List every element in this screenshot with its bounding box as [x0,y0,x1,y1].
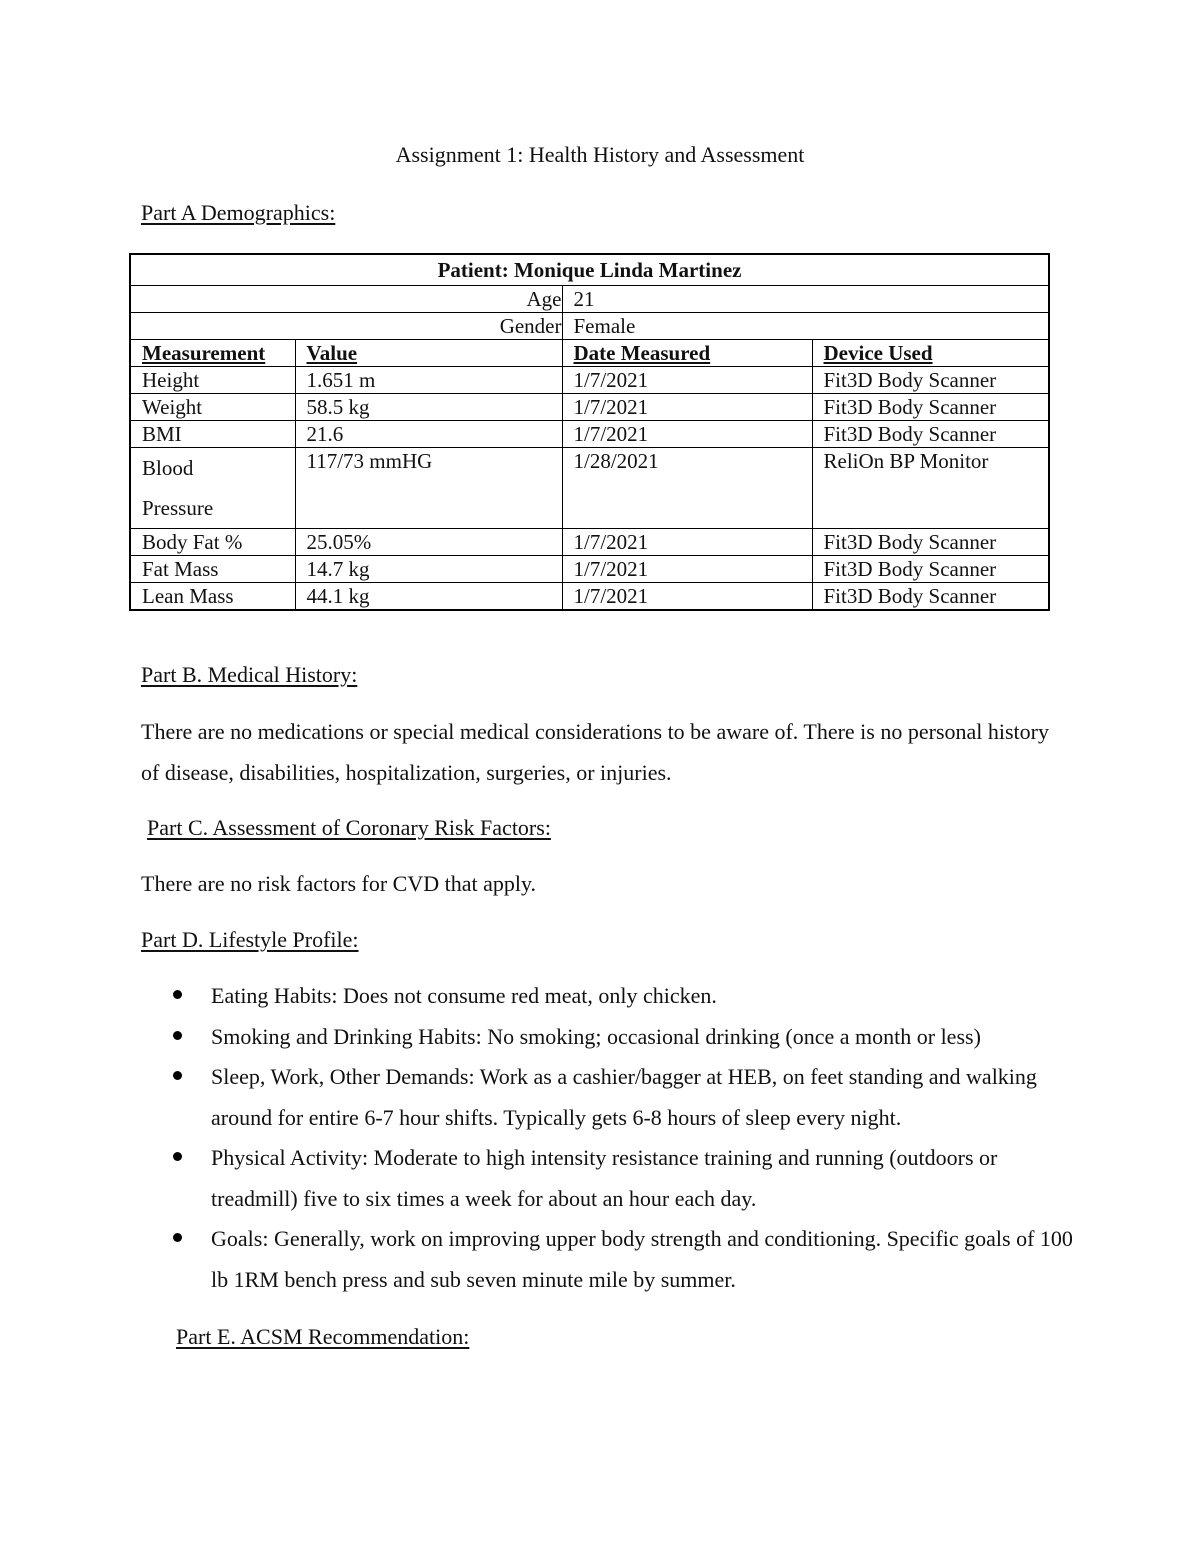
column-header-measurement: Measurement [130,340,295,367]
table-row [130,394,1049,421]
table-row [130,529,1049,556]
date-cell: 1/7/2021 [562,529,812,556]
value-cell: 117/73 mmHG [295,448,562,529]
table-row [130,556,1049,583]
measurement-cell: Lean Mass [130,583,295,611]
part-e-heading: Part E. ACSM Recommendation: [176,1324,470,1349]
measurement-cell: Weight [130,394,295,421]
date-cell: 1/7/2021 [562,367,812,394]
value-cell: 58.5 kg [295,394,562,421]
column-header-value: Value [295,340,562,367]
document-title: Assignment 1: Health History and Assessment [395,142,805,167]
column-header-date: Date Measured [562,340,812,367]
patient-row [130,254,1049,286]
measurement-cell [130,448,295,529]
measurement-cell: Height [130,367,295,394]
lifestyle-list [141,976,1081,1300]
age-label: Age [130,286,562,313]
list-item-text: Smoking and Drinking Habits: No smoking; occasional drinking (once a month or less) [211,1023,981,1049]
demographics-table [129,253,1050,611]
bullet-icon [173,1031,182,1040]
list-item [141,976,1081,1017]
date-cell: 1/7/2021 [562,394,812,421]
age-row [130,286,1049,313]
device-cell: Fit3D Body Scanner [812,556,1049,583]
bullet-icon [173,1152,182,1161]
table-header-row [130,340,1049,367]
column-header-device: Device Used [812,340,1049,367]
date-cell: 1/28/2021 [562,448,812,529]
date-cell: 1/7/2021 [562,556,812,583]
device-cell: Fit3D Body Scanner [812,529,1049,556]
measurement-cell: Body Fat % [130,529,295,556]
list-item [141,1219,1081,1300]
device-cell: ReliOn BP Monitor [812,448,1049,529]
part-b-heading: Part B. Medical History: [141,662,358,687]
table-row [130,448,1049,529]
measurement-line-2: Pressure [142,496,214,520]
measurement-cell: BMI [130,421,295,448]
date-cell: 1/7/2021 [562,421,812,448]
gender-value: Female [562,313,1049,340]
list-item-text: Goals: Generally, work on improving upper body strength and conditioning. Specific goals of 100 lb 1RM bench press and sub seven minute mile by summer. [211,1226,1073,1292]
list-item [141,1057,1081,1138]
value-cell: 25.05% [295,529,562,556]
table-row [130,421,1049,448]
date-cell: 1/7/2021 [562,583,812,611]
part-a-heading: Part A Demographics: [141,200,336,225]
list-item [141,1017,1081,1058]
list-item-text: Sleep, Work, Other Demands: Work as a cashier/bagger at HEB, on feet standing and walking around for entire 6-7 hour shifts. Typically gets 6-8 hours of sleep every night. [211,1064,1037,1130]
value-cell: 1.651 m [295,367,562,394]
list-item-text: Eating Habits: Does not consume red meat, only chicken. [211,983,717,1008]
value-cell: 14.7 kg [295,556,562,583]
device-cell: Fit3D Body Scanner [812,583,1049,611]
bullet-icon [173,1233,182,1242]
value-cell: 21.6 [295,421,562,448]
device-cell: Fit3D Body Scanner [812,394,1049,421]
bullet-icon [173,990,182,999]
list-item-text: Physical Activity: Moderate to high intensity resistance training and running (outdoors or treadmill) five to six times a week for about an hour each day. [211,1145,998,1211]
table-row [130,367,1049,394]
measurement-line-1: Blood [142,456,194,480]
risk-factors-text: There are no risk factors for CVD that apply. [141,871,537,896]
bullet-icon [173,1071,182,1080]
medical-history-text: There are no medications or special medical considerations to be aware of. There is no personal history of disease, disabilities, hospitalization, surgeries, or injuries. [141,719,1049,785]
gender-label: Gender [130,313,562,340]
device-cell: Fit3D Body Scanner [812,421,1049,448]
table-row [130,583,1049,611]
list-item [141,1138,1081,1219]
value-cell: 44.1 kg [295,583,562,611]
measurement-cell: Fat Mass [130,556,295,583]
gender-row [130,313,1049,340]
patient-name-cell: Patient: Monique Linda Martinez [130,254,1049,286]
part-c-heading: Part C. Assessment of Coronary Risk Factors: [147,815,551,840]
part-d-heading: Part D. Lifestyle Profile: [141,927,359,952]
device-cell: Fit3D Body Scanner [812,367,1049,394]
age-value: 21 [562,286,1049,313]
